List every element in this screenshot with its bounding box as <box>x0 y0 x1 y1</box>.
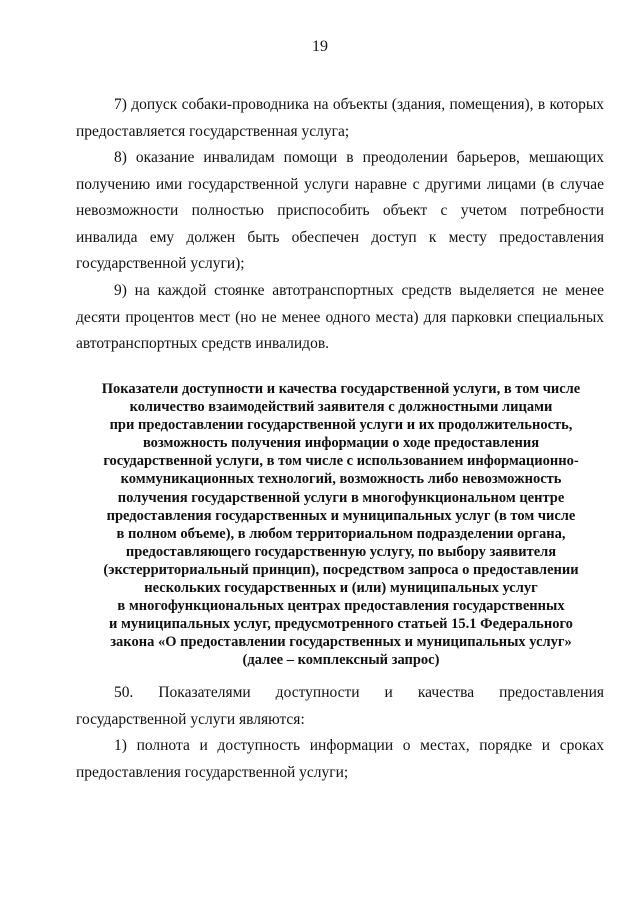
paragraph-50-item-1: 1) полнота и доступность информации о местах, порядке и сроках предоставления государственной услуги; <box>76 737 604 781</box>
heading-line: в полном объеме), в любом территориальном подразделении органа, <box>116 525 566 542</box>
page-number: 19 <box>312 38 328 55</box>
heading-line: Показатели доступности и качества государственной услуги, в том числе <box>101 381 581 397</box>
list-item-8: 8) оказание инвалидам помощи в преодолении барьеров, мешающих получению ими государственной услуги наравне с другими лицами (в случае невозможности полностью приспособить объект с учетом потребности инвалида ему должен быть обеспечен доступ к месту предоставления государственной услуги); <box>76 149 604 272</box>
heading-line: предоставления государственных и муниципальных услуг (в том числе <box>106 507 576 524</box>
list-item-9: 9) на каждой стоянке автотранспортных средств выделяется не менее десяти процентов мест (но не менее одного места) для парковки специальных автотранспортных средств инвалидов. <box>76 282 604 352</box>
heading-line: нескольких государственных и (или) муниципальных услуг <box>144 580 538 597</box>
list-item-7: 7) допуск собаки-проводника на объекты (здания, помещения), в которых предоставляется государственная услуга; <box>76 96 604 140</box>
heading-line: закона «О предоставлении государственных и муниципальных услуг» <box>110 634 572 651</box>
heading-line: и муниципальных услуг, предусмотренного статьей 15.1 Федерального <box>109 616 573 633</box>
heading-line: государственной услуги, в том числе с использованием информационно- <box>103 453 579 470</box>
paragraph-50-intro: 50. Показателями доступности и качества предоставления государственной услуги являются: <box>76 684 604 728</box>
section-heading <box>76 380 606 670</box>
heading-line: предоставляющего государственную услугу, по выбору заявителя <box>125 543 557 560</box>
heading-line: получения государственной услуги в многофункциональном центре <box>117 489 565 506</box>
heading-line: в многофункциональных центрах предоставления государственных <box>117 598 565 615</box>
heading-line: (экстерриториальный принцип), посредством запроса о предоставлении <box>103 561 579 578</box>
heading-line: (далее – комплексный запрос) <box>242 652 440 669</box>
heading-line: возможность получения информации о ходе предоставления <box>142 435 540 452</box>
heading-line: количество взаимодействий заявителя с должностными лицами <box>129 399 553 416</box>
heading-line: коммуникационных технологий, возможность либо невозможность <box>120 471 562 488</box>
heading-line: при предоставлении государственной услуги и их продолжительность, <box>109 417 573 434</box>
